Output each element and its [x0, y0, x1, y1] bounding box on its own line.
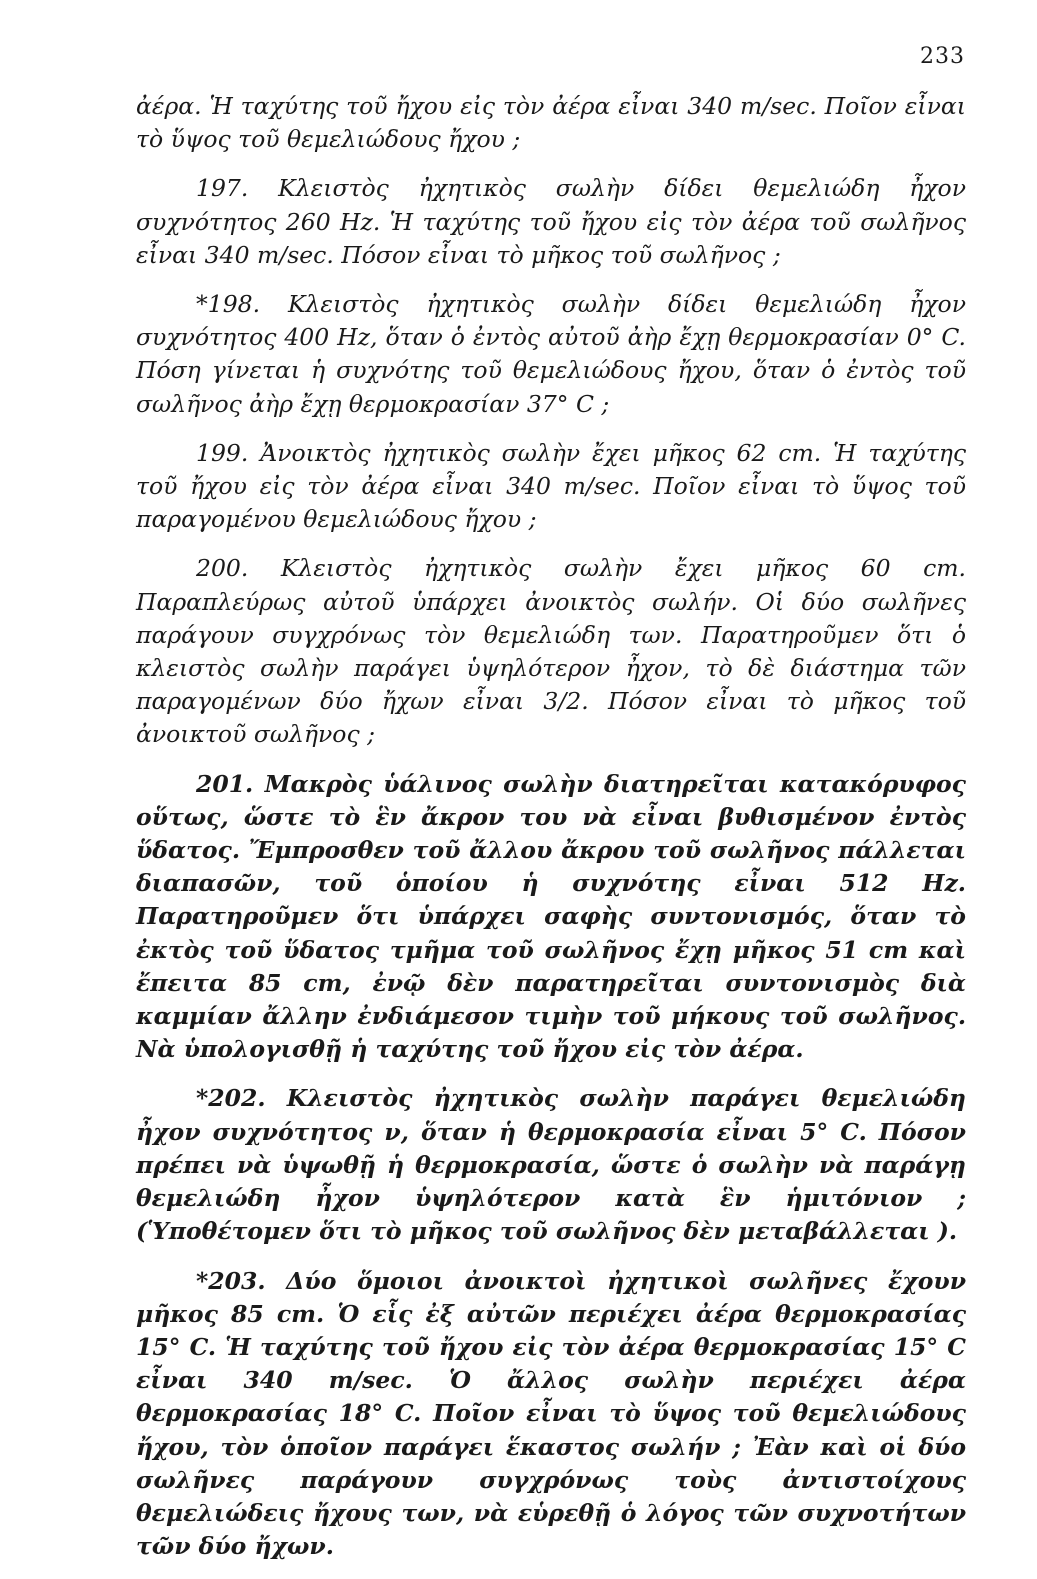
problem-199 — [136, 437, 966, 537]
problem-text: Κλειστὸς ἠχητικὸς σωλὴν δίδει θεμελιώδη ἦχον συχνότητος 260 Hz. Ἡ ταχύτης τοῦ ἤχου εἰς τὸν ἀέρα τοῦ σωλῆνος εἶναι 340 m/sec. Πόσον εἶναι τὸ μῆκος τοῦ σωλῆνος ; — [136, 174, 966, 269]
problem-200 — [136, 552, 966, 751]
problem-text: Μακρὸς ὑάλινος σωλὴν διατηρεῖται κατακόρυφος οὕτως, ὥστε τὸ ἓν ἄκρον του νὰ εἶναι βυθισμένον ἐντὸς ὕδατος. Ἔμπροσθεν τοῦ ἄλλου ἄκρου τοῦ σωλῆνος πάλλεται διαπασῶν, τοῦ ὁποίου ἡ συχνότης εἶναι 512 Hz. Παρατηροῦμεν ὅτι ὑπάρχει σαφὴς συντονισμός, ὅταν τὸ ἐκτὸς τοῦ ὕδατος τμῆμα τοῦ σωλῆνος ἔχῃ μῆκος 51 cm καὶ ἔπειτα 85 cm, ἐνῷ δὲν παρατηρεῖται συντονισμὸς διὰ καμμίαν ἄλλην ἐνδιάμεσον τιμὴν τοῦ μήκους τοῦ σωλῆνος. Νὰ ὑπολογισθῇ ἡ ταχύτης τοῦ ἤχου εἰς τὸν ἀέρα. — [136, 769, 966, 1064]
problem-continuation — [136, 90, 966, 156]
text-body — [136, 90, 966, 1579]
problem-number: 200. — [196, 554, 249, 583]
problem-198 — [136, 288, 966, 421]
problem-text: ἀέρα. Ἡ ταχύτης τοῦ ἤχου εἰς τὸν ἀέρα εἶναι 340 m/sec. Ποῖον εἶναι τὸ ὕψος τοῦ θεμελιώδους ἤχου ; — [136, 92, 966, 154]
problem-201 — [136, 768, 966, 1067]
problem-number: *202. — [196, 1084, 266, 1113]
problem-202 — [136, 1082, 966, 1248]
page-number: 233 — [920, 44, 965, 69]
problem-number: *198. — [196, 290, 261, 319]
problem-203 — [136, 1265, 966, 1564]
problem-number: *203. — [196, 1266, 266, 1295]
problem-text: Ἀνοικτὸς ἠχητικὸς σωλὴν ἔχει μῆκος 62 cm. Ἡ ταχύτης τοῦ ἤχου εἰς τὸν ἀέρα εἶναι 340 m/sec. Ποῖον εἶναι τὸ ὕψος τοῦ παραγομένου θεμελιώδους ἤχου ; — [136, 438, 966, 534]
problem-text: Δύο ὅμοιοι ἀνοικτοὶ ἠχητικοὶ σωλῆνες ἔχουν μῆκος 85 cm. Ὁ εἷς ἐξ αὐτῶν περιέχει ἀέρα θερμοκρασίας 15° C. Ἡ ταχύτης τοῦ ἤχου εἰς τὸν ἀέρα θερμοκρασίας 15° C εἶναι 340 m/sec. Ὁ ἄλλος σωλὴν περιέχει ἀέρα θερμοκρασίας 18° C. Ποῖον εἶναι τὸ ὕψος τοῦ θεμελιώδους ἤχου, τὸν ὁποῖον παράγει ἕκαστος σωλήν ; Ἐὰν καὶ οἱ δύο σωλῆνες παράγουν συγχρόνως τοὺς ἀντιστοίχους θεμελιώδεις ἤχους των, νὰ εὑρεθῇ ὁ λόγος τῶν συχνοτήτων τῶν δύο ἤχων. — [136, 1266, 966, 1561]
problem-text: Κλειστὸς ἠχητικὸς σωλὴν ἔχει μῆκος 60 cm. Παραπλεύρως αὐτοῦ ὑπάρχει ἀνοικτὸς σωλήν. Οἱ δύο σωλῆνες παράγουν συγχρόνως τὸν θεμελιώδη των. Παρατηροῦμεν ὅτι ὁ κλειστὸς σωλὴν παράγει ὑψηλότερον ἦχον, τὸ δὲ διάστημα τῶν παραγομένων δύο ἤχων εἶναι 3/2. Πόσον εἶναι τὸ μῆκος τοῦ ἀνοικτοῦ σωλῆνος ; — [136, 554, 966, 749]
problem-text: Κλειστὸς ἠχητικὸς σωλὴν παράγει θεμελιώδη ἦχον συχνότητος ν, ὅταν ἡ θερμοκρασία εἶναι 5° C. Πόσον πρέπει νὰ ὑψωθῇ ἡ θερμοκρασία, ὥστε ὁ σωλὴν νὰ παράγῃ θεμελιώδη ἦχον ὑψηλότερον κατὰ ἓν ἡμιτόνιον ; (Ὑποθέτομεν ὅτι τὸ μῆκος τοῦ σωλῆνος δὲν μεταβάλλεται ). — [136, 1084, 967, 1246]
problem-number: 201. — [196, 769, 254, 798]
problem-197 — [136, 172, 966, 272]
problem-text: Κλειστὸς ἠχητικὸς σωλὴν δίδει θεμελιώδη ἦχον συχνότητος 400 Hz, ὅταν ὁ ἐντὸς αὐτοῦ ἀὴρ ἔχῃ θερμοκρασίαν 0° C. Πόση γίνεται ἡ συχνότης τοῦ θεμελιώδους ἤχου, ὅταν ὁ ἐντὸς τοῦ σωλῆνος ἀὴρ ἔχῃ θερμοκρασίαν 37° C ; — [136, 290, 966, 418]
problem-number: 197. — [196, 174, 249, 203]
problem-number: 199. — [196, 438, 249, 467]
